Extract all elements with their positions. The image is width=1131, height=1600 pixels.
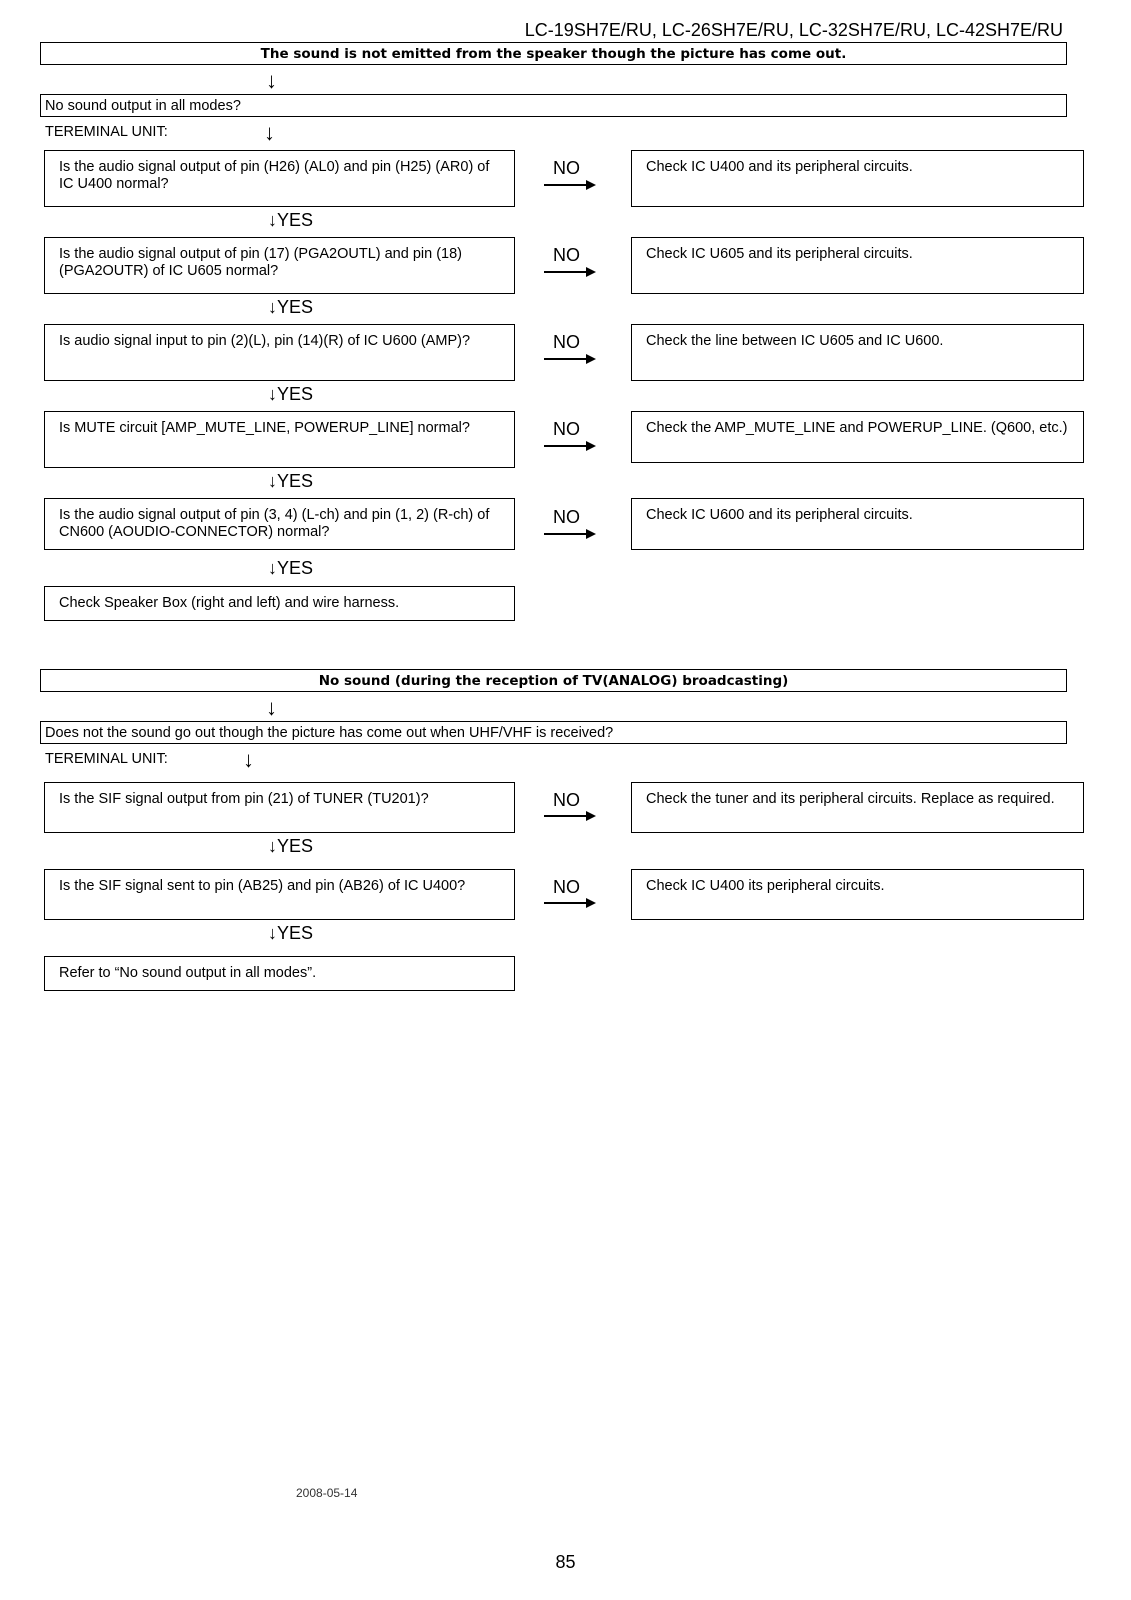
section1-title: The sound is not emitted from the speaker though the picture has come out.: [40, 42, 1067, 65]
question-box-4: Is MUTE circuit [AMP_MUTE_LINE, POWERUP_LINE] normal?: [44, 411, 515, 468]
down-arrow-icon: ↓: [266, 695, 277, 720]
section2-title: No sound (during the reception of TV(ANALOG) broadcasting): [40, 669, 1067, 692]
action-box-7: Check IC U400 its peripheral circuits.: [631, 869, 1084, 920]
right-arrow-icon: [544, 897, 596, 909]
date-footer: 2008-05-14: [296, 1486, 358, 1500]
right-arrow-icon: [544, 810, 596, 822]
right-arrow-icon: [544, 353, 596, 365]
action-box-3: Check the line between IC U605 and IC U600.: [631, 324, 1084, 381]
yes-text: YES: [277, 471, 314, 491]
right-arrow-icon: [544, 440, 596, 452]
section1-question: No sound output in all modes?: [40, 94, 1067, 117]
yes-label: [268, 296, 313, 318]
yes-text: YES: [277, 297, 314, 317]
question-box-7: Is the SIF signal sent to pin (AB25) and pin (AB26) of IC U400?: [44, 869, 515, 920]
no-label: NO: [553, 790, 580, 810]
final-box-1: Check Speaker Box (right and left) and wire harness.: [44, 586, 515, 621]
yes-text: YES: [277, 210, 314, 230]
question-box-1: Is the audio signal output of pin (H26) (AL0) and pin (H25) (AR0) of IC U400 normal?: [44, 150, 515, 207]
yes-text: YES: [277, 384, 314, 404]
model-header: LC-19SH7E/RU, LC-26SH7E/RU, LC-32SH7E/RU, LC-42SH7E/RU: [524, 20, 1063, 40]
section2-question: Does not the sound go out though the picture has come out when UHF/VHF is received?: [40, 721, 1067, 744]
action-box-2: Check IC U605 and its peripheral circuits.: [631, 237, 1084, 294]
down-arrow-icon: ↓: [268, 558, 277, 578]
yes-label: [268, 557, 313, 579]
action-box-1: Check IC U400 and its peripheral circuits.: [631, 150, 1084, 207]
yes-text: YES: [277, 836, 314, 856]
down-arrow-icon: ↓: [268, 836, 277, 856]
yes-label: [268, 922, 313, 944]
right-arrow-icon: [544, 528, 596, 540]
yes-label: [268, 470, 313, 492]
yes-label: [268, 383, 313, 405]
page-number: 85: [555, 1552, 576, 1572]
section2-unit-label: TEREMINAL UNIT:: [45, 751, 168, 767]
right-arrow-icon: [544, 179, 596, 191]
yes-label: [268, 835, 313, 857]
yes-label: [268, 209, 313, 231]
question-box-2: Is the audio signal output of pin (17) (PGA2OUTL) and pin (18) (PGA2OUTR) of IC U605 normal?: [44, 237, 515, 294]
question-box-6: Is the SIF signal output from pin (21) of TUNER (TU201)?: [44, 782, 515, 833]
down-arrow-icon: ↓: [268, 297, 277, 317]
down-arrow-icon: ↓: [243, 747, 254, 772]
action-box-4: Check the AMP_MUTE_LINE and POWERUP_LINE. (Q600, etc.): [631, 411, 1084, 463]
no-label: NO: [553, 419, 580, 439]
right-arrow-icon: [544, 266, 596, 278]
down-arrow-icon: ↓: [268, 210, 277, 230]
no-label: NO: [553, 332, 580, 352]
down-arrow-icon: ↓: [268, 471, 277, 491]
action-box-6: Check the tuner and its peripheral circuits. Replace as required.: [631, 782, 1084, 833]
no-label: NO: [553, 877, 580, 897]
section1-unit-label: TEREMINAL UNIT:: [45, 124, 168, 140]
down-arrow-icon: ↓: [268, 384, 277, 404]
no-label: NO: [553, 158, 580, 178]
question-box-5: Is the audio signal output of pin (3, 4) (L-ch) and pin (1, 2) (R-ch) of CN600 (AOUDIO-CONNECTOR) normal?: [44, 498, 515, 550]
no-label: NO: [553, 507, 580, 527]
no-label: NO: [553, 245, 580, 265]
yes-text: YES: [277, 558, 314, 578]
final-box-2: Refer to “No sound output in all modes”.: [44, 956, 515, 991]
question-box-3: Is audio signal input to pin (2)(L), pin (14)(R) of IC U600 (AMP)?: [44, 324, 515, 381]
down-arrow-icon: ↓: [268, 923, 277, 943]
yes-text: YES: [277, 923, 314, 943]
action-box-5: Check IC U600 and its peripheral circuits.: [631, 498, 1084, 550]
down-arrow-icon: ↓: [266, 68, 277, 93]
down-arrow-icon: ↓: [264, 120, 275, 145]
